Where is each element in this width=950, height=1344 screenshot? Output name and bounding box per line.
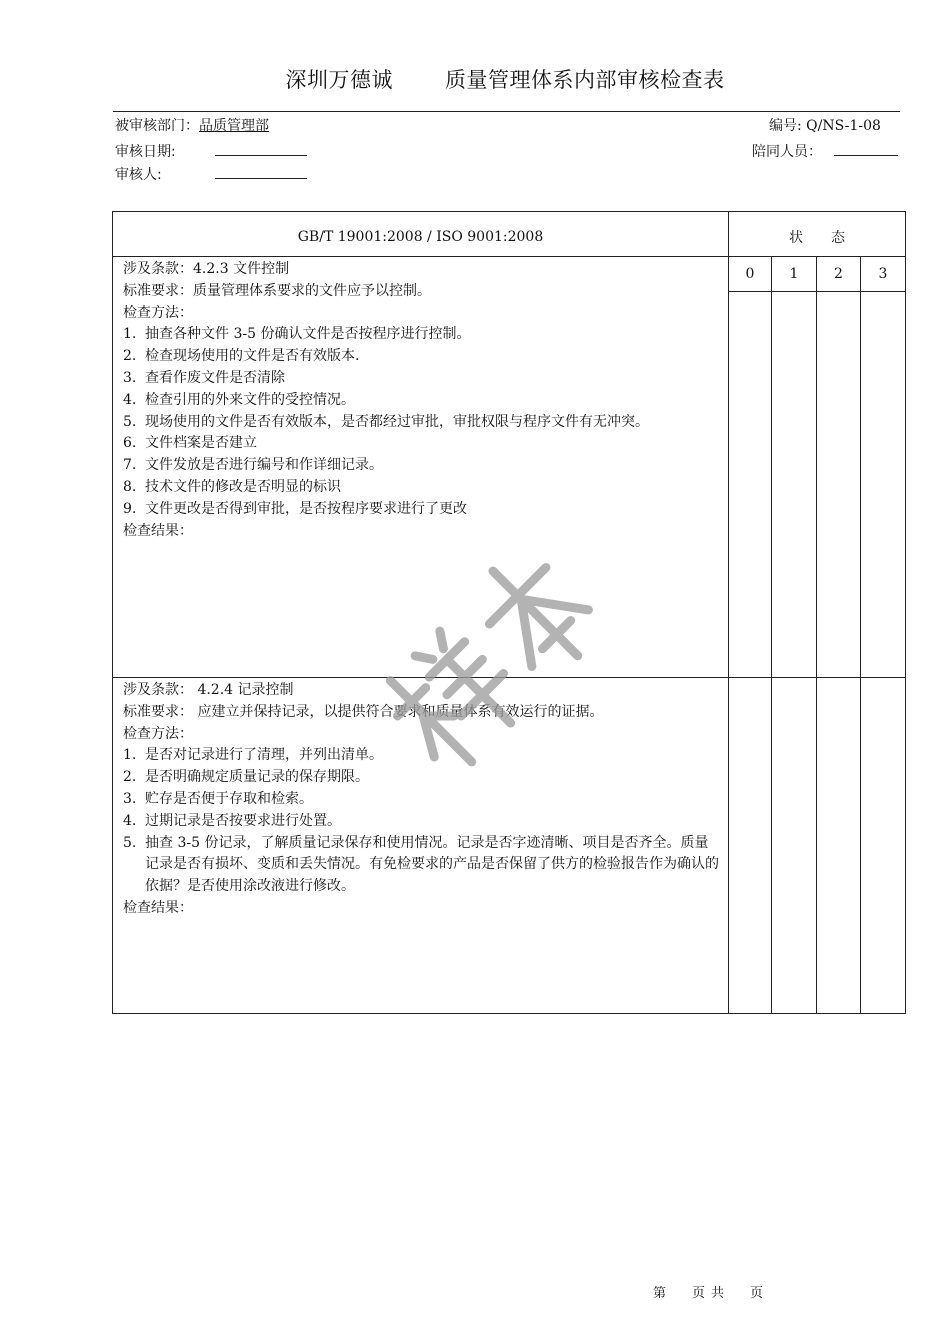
document-title: [0, 64, 950, 94]
status-cell-0[interactable]: [729, 678, 772, 1014]
status-level-0: 0: [729, 257, 772, 292]
clause-line: 涉及条款： 4.2.4 记录控制: [123, 682, 294, 698]
audited-dept-label: 被审核部门：: [115, 118, 199, 134]
footer-total-unit: 页: [750, 1286, 764, 1301]
list-item: 5. 现场使用的文件是否有效版本，是否都经过审批，审批权限与程序文件有无冲突。: [123, 413, 649, 430]
status-cell-2[interactable]: [817, 678, 861, 1014]
form-code: 编号: Q/NS-1-08: [769, 118, 881, 134]
list-item: 2. 是否明确规定质量记录的保存期限。: [123, 769, 369, 786]
status-header-a: 状: [789, 230, 803, 246]
status-level-3: 3: [861, 257, 906, 292]
form-title: 质量管理体系内部审核检查表: [445, 68, 725, 92]
check-method-list: [123, 324, 720, 520]
result-label: 检查结果：: [123, 522, 193, 539]
status-level-2: 2: [817, 257, 861, 292]
clause-line: 涉及条款：4.2.3 文件控制: [123, 261, 290, 277]
footer-total: 共: [711, 1286, 725, 1301]
audited-dept: [115, 117, 293, 135]
audited-dept-value: 品质管理部: [199, 118, 269, 134]
list-item: 1. 抽查各种文件 3-5 份确认文件是否按程序进行控制。: [123, 326, 471, 343]
audit-date-label: 审核日期:: [115, 144, 176, 160]
list-item: 7. 文件发放是否进行编号和作详细记录。: [123, 457, 383, 474]
escort-field[interactable]: [834, 143, 898, 161]
check-method-list: [123, 745, 720, 898]
result-label: 检查结果：: [123, 899, 193, 916]
footer-page-unit: 页: [692, 1286, 706, 1301]
list-item: 9. 文件更改是否得到审批，是否按程序要求进行了更改: [123, 500, 467, 517]
escort-label: 陪同人员：: [752, 144, 822, 160]
status-header-b: 态: [831, 230, 845, 246]
page-footer: [653, 1282, 763, 1301]
status-cell-3[interactable]: [861, 678, 906, 1014]
auditor-label: 审核人:: [115, 167, 162, 183]
footer-page: 第: [653, 1286, 667, 1301]
standard-header: GB/T 19001:2008 / ISO 9001:2008: [113, 212, 729, 257]
requirement-line: 标准要求：质量管理体系要求的文件应予以控制。: [123, 282, 431, 299]
section-record-control: [113, 678, 729, 1014]
list-item: 6. 文件档案是否建立: [123, 435, 257, 452]
list-item: 3. 贮存是否便于存取和检索。: [123, 790, 313, 807]
list-item: 3. 查看作废文件是否清除: [123, 369, 285, 386]
list-item: 8. 技术文件的修改是否明显的标识: [123, 478, 341, 495]
status-cell-1[interactable]: [772, 292, 817, 678]
requirement-line: 标准要求： 应建立并保持记录，以提供符合要求和质量体系有效运行的证据。: [123, 703, 604, 720]
method-label: 检查方法：: [123, 304, 193, 321]
list-item: 1. 是否对记录进行了清理，并列出清单。: [123, 747, 383, 764]
status-cell-1[interactable]: [772, 678, 817, 1014]
section-document-control: [113, 257, 729, 678]
auditor-field[interactable]: [215, 166, 307, 184]
audit-checklist-table: [112, 211, 906, 1014]
list-item: 5. 抽查 3-5 份记录，了解质量记录保存和使用情况。记录是否字迹清晰、项目是否齐全。质量记录是否有损坏、变质和丢失情况。有免检要求的产品是否保留了供方的检验报告作为确认的依据？是否使用涂改液进行修改。: [123, 834, 719, 895]
status-header: [729, 212, 906, 257]
status-cell-2[interactable]: [817, 292, 861, 678]
header-rule: [113, 111, 900, 112]
list-item: 2. 检查现场使用的文件是否有效版本.: [123, 348, 360, 365]
audit-date-field[interactable]: [215, 143, 307, 161]
list-item: 4. 检查引用的外来文件的受控情况。: [123, 391, 355, 408]
list-item: 4. 过期记录是否按要求进行处置。: [123, 812, 341, 829]
status-cell-0[interactable]: [729, 292, 772, 678]
status-level-1: 1: [772, 257, 817, 292]
company-name: 深圳万德诚: [285, 68, 393, 92]
method-label: 检查方法：: [123, 725, 193, 742]
status-cell-3[interactable]: [861, 292, 906, 678]
